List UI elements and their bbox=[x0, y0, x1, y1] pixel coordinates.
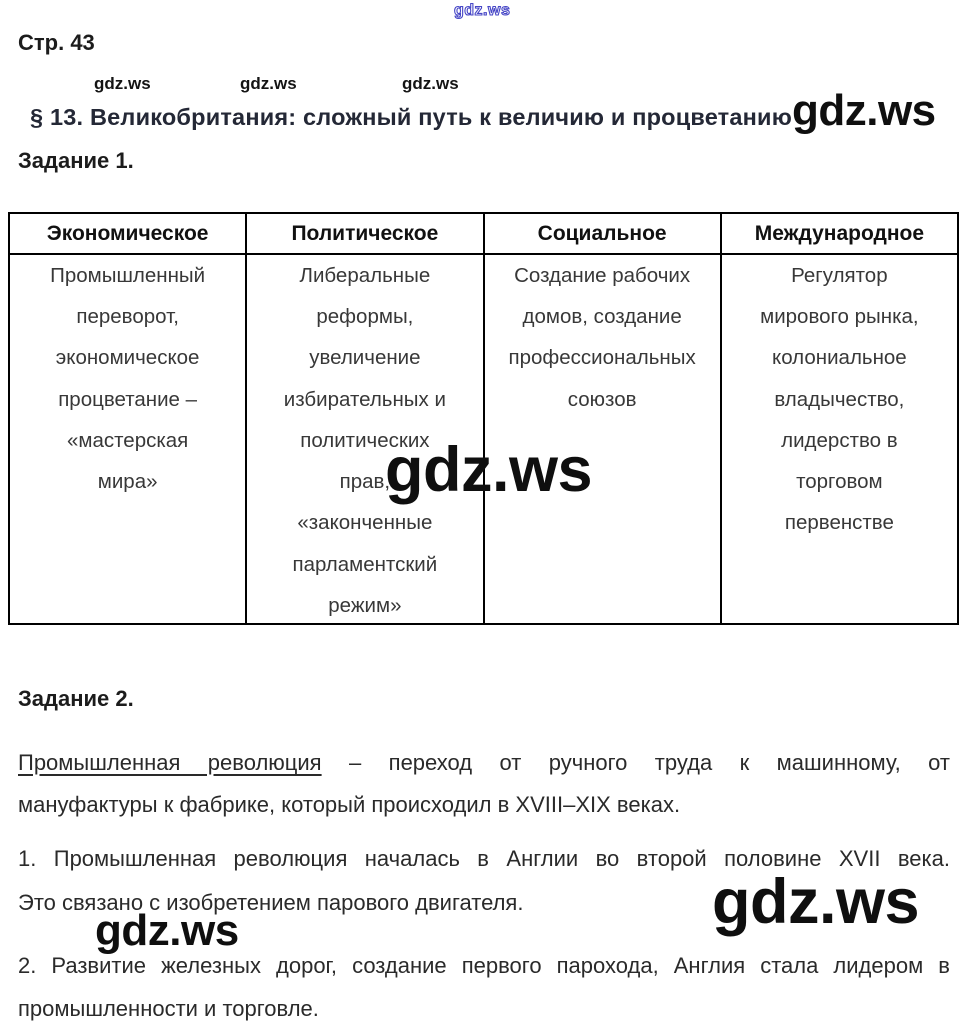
section-heading: § 13. Великобритания: сложный путь к величию и процветанию bbox=[30, 104, 792, 130]
table-cell-line: домов, создание bbox=[522, 304, 682, 328]
definition-term: Промышленная революция bbox=[18, 750, 322, 775]
table-cell-line: профессиональных bbox=[508, 346, 696, 370]
table-cell-line: переворот, bbox=[76, 304, 179, 328]
table-cell-line: увеличение bbox=[309, 346, 421, 370]
table-cell-line: «законченные bbox=[297, 511, 433, 535]
table-cell-line: владычество, bbox=[774, 387, 905, 411]
table-cell-line: лидерство в bbox=[781, 428, 898, 452]
section-heading-row bbox=[30, 86, 936, 136]
table-cell-line: парламентский bbox=[292, 552, 438, 576]
answers-table bbox=[8, 212, 959, 625]
table-cell-line: прав, bbox=[339, 470, 391, 494]
table-cell-line: политических bbox=[300, 428, 430, 452]
table-cell-line: первенстве bbox=[784, 511, 894, 535]
watermark-bottom-right: gdz.ws bbox=[712, 867, 920, 937]
watermark-small-1: gdz.ws bbox=[94, 74, 151, 93]
watermark-top: gdz.ws bbox=[454, 2, 511, 19]
item1-line-1: 1. Промышленная революция началась в Англии во второй половине XVII века. bbox=[18, 846, 950, 871]
task1-label: Задание 1. bbox=[18, 148, 134, 173]
table-column-international bbox=[720, 214, 957, 623]
column-header: Политическое bbox=[247, 214, 482, 255]
watermark-heading: gdz.ws bbox=[791, 86, 936, 135]
table-cell-line: мира» bbox=[97, 470, 158, 494]
watermark-bottom-left: gdz.ws bbox=[95, 906, 239, 955]
table-cell-line: мирового рынка, bbox=[760, 304, 919, 328]
watermark-small-3: gdz.ws bbox=[402, 74, 459, 93]
table-cell-line: торговом bbox=[796, 470, 883, 494]
table-cell-line: «мастерская bbox=[66, 428, 189, 452]
table-cell-line: Создание рабочих bbox=[514, 263, 691, 287]
item1-line-2: Это связано с изобретением парового двигателя. bbox=[18, 890, 524, 915]
table-column-social bbox=[483, 214, 720, 623]
watermark-table: gdz.ws bbox=[385, 435, 593, 505]
table-column-political bbox=[245, 214, 482, 623]
table-cell-line: избирательных и bbox=[283, 387, 446, 411]
table-cell-line: Либеральные bbox=[299, 263, 431, 287]
table-cell-line: процветание – bbox=[58, 387, 198, 411]
definition-rest: – переход от ручного труда к машинному, от bbox=[321, 750, 950, 775]
table-cell-line: союзов bbox=[567, 387, 637, 411]
page-label: Стр. 43 bbox=[18, 30, 95, 55]
item2-line-1: 2. Развитие железных дорог, создание первого парохода, Англия стала лидером в bbox=[18, 953, 950, 978]
table-cell-line: Регулятор bbox=[791, 263, 888, 287]
task2-label: Задание 2. bbox=[18, 686, 134, 711]
column-header: Международное bbox=[722, 214, 957, 255]
column-header: Социальное bbox=[485, 214, 720, 255]
definition-line-1 bbox=[18, 750, 950, 776]
definition-line-2: мануфактуры к фабрике, который происходил в XVIII–XIX веках. bbox=[18, 792, 681, 817]
table-cell-line: колониальное bbox=[772, 346, 907, 370]
column-header: Экономическое bbox=[10, 214, 245, 255]
item2-line-2: промышленности и торговле. bbox=[18, 996, 319, 1021]
table-cell-line: режим» bbox=[328, 594, 402, 618]
table-cell-line: Промышленный bbox=[50, 263, 206, 287]
watermark-small-2: gdz.ws bbox=[240, 74, 297, 93]
table-cell-line: экономическое bbox=[55, 346, 200, 370]
table-column-economic bbox=[10, 214, 245, 623]
table-cell-line: реформы, bbox=[316, 304, 414, 328]
